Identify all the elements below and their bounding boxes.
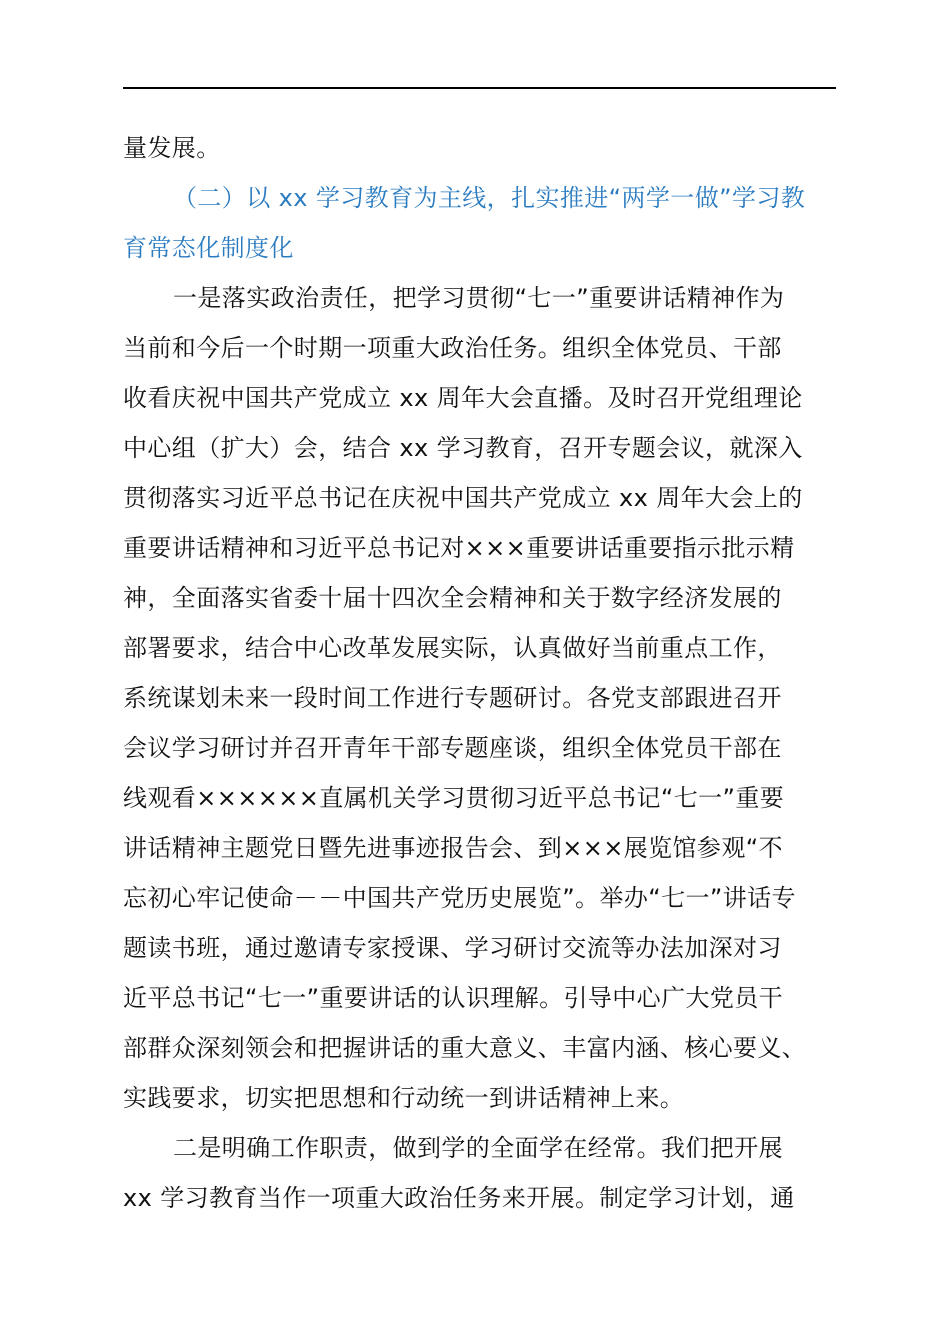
text-line: 实践要求，切实把思想和行动统一到讲话精神上来。 — [123, 1084, 685, 1112]
section-heading-line: 育常态化制度化 — [123, 234, 294, 262]
text-line: 收看庆祝中国共产党成立 xx 周年大会直播。及时召开党组理论 — [123, 384, 803, 412]
text-line: 会议学习研讨并召开青年干部专题座谈，组织全体党员干部在 — [123, 734, 782, 762]
document-body — [123, 123, 836, 1223]
text-line: 题读书班，通过邀请专家授课、学习研讨交流等办法加深对习 — [123, 934, 782, 962]
text-line: xx 学习教育当作一项重大政治任务来开展。制定学习计划，通 — [123, 1184, 795, 1212]
text-line: 系统谋划未来一段时间工作进行专题研讨。各党支部跟进召开 — [123, 684, 782, 712]
paragraph-first-line: 一是落实政治责任，把学习贯彻“七一”重要讲话精神作为 — [173, 284, 785, 312]
text-line: 当前和今后一个时期一项重大政治任务。组织全体党员、干部 — [123, 334, 782, 362]
paragraph-first-line: 二是明确工作职责，做到学的全面学在经常。我们把开展 — [173, 1134, 783, 1162]
text-line: 量发展。 — [123, 134, 221, 162]
text-line: 忘初心牢记使命－－中国共产党历史展览”。举办“七一”讲话专 — [123, 884, 796, 912]
text-line: 部群众深刻领会和把握讲话的重大意义、丰富内涵、核心要义、 — [123, 1034, 807, 1062]
section-heading-line: （二）以 xx 学习教育为主线，扎实推进“两学一做”学习教 — [173, 184, 806, 212]
text-line: 重要讲话精神和习近平总书记对×××重要讲话重要指示批示精 — [123, 534, 795, 562]
header-rule — [123, 87, 836, 89]
text-line: 部署要求，结合中心改革发展实际，认真做好当前重点工作， — [123, 634, 782, 662]
text-line: 线观看××××××直属机关学习贯彻习近平总书记“七一”重要 — [123, 784, 785, 812]
text-line: 讲话精神主题党日暨先进事迹报告会、到×××展览馆参观“不 — [123, 834, 783, 862]
text-line: 贯彻落实习近平总书记在庆祝中国共产党成立 xx 周年大会上的 — [123, 484, 803, 512]
text-line: 中心组（扩大）会，结合 xx 学习教育，召开专题会议，就深入 — [123, 434, 803, 462]
text-line: 近平总书记“七一”重要讲话的认识理解。引导中心广大党员干 — [123, 984, 784, 1012]
text-line: 神，全面落实省委十届十四次全会精神和关于数字经济发展的 — [123, 584, 782, 612]
